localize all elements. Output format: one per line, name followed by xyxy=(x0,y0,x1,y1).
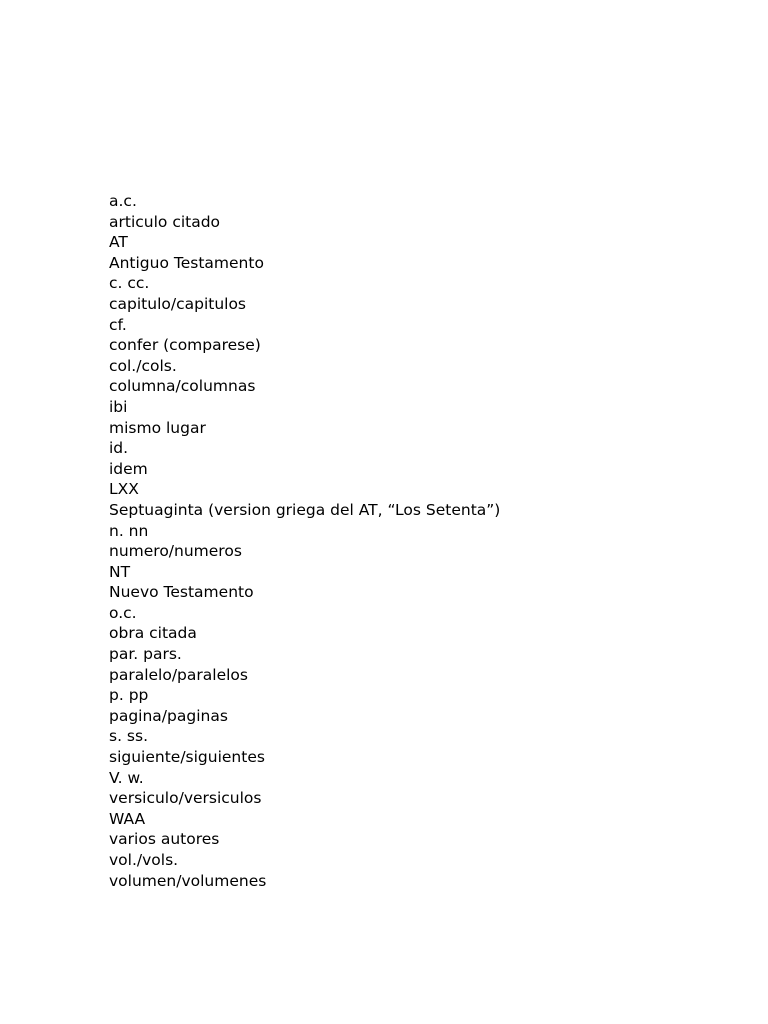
abbreviation-term: id. xyxy=(109,439,129,458)
abbreviation-meaning: paralelo/paralelos xyxy=(109,665,248,684)
abbreviation-meaning: versiculo/versiculos xyxy=(109,789,262,808)
abbreviation-meaning: Septuaginta (version griega del AT, “Los Setenta”) xyxy=(109,500,501,519)
abbreviation-term: s. ss. xyxy=(109,727,149,746)
abbreviation-list xyxy=(109,191,500,891)
abbreviation-term: cf. xyxy=(109,315,127,334)
abbreviation-term: par. pars. xyxy=(109,645,182,664)
abbreviation-term: LXX xyxy=(109,480,139,499)
abbreviation-meaning: columna/columnas xyxy=(109,377,256,396)
abbreviation-meaning: Antiguo Testamento xyxy=(109,253,264,272)
abbreviation-term: o.c. xyxy=(109,603,137,622)
abbreviation-term: col./cols. xyxy=(109,356,177,375)
abbreviation-term: vol./vols. xyxy=(109,851,179,869)
abbreviation-term: a.c. xyxy=(109,192,137,210)
abbreviation-meaning: varios autores xyxy=(109,830,220,849)
abbreviation-meaning: idem xyxy=(109,459,148,478)
abbreviation-meaning: Nuevo Testamento xyxy=(109,583,254,602)
abbreviation-term: p. pp xyxy=(109,686,149,705)
abbreviation-meaning: mismo lugar xyxy=(109,418,206,437)
abbreviation-meaning: pagina/paginas xyxy=(109,706,228,725)
abbreviation-meaning: numero/numeros xyxy=(109,542,242,561)
abbreviation-term: AT xyxy=(109,233,128,252)
abbreviation-meaning: capitulo/capitulos xyxy=(109,294,247,313)
abbreviation-term: V. w. xyxy=(109,768,144,787)
abbreviation-term: c. cc. xyxy=(109,274,150,293)
abbreviation-meaning: siguiente/siguientes xyxy=(109,748,265,767)
abbreviation-term: n. nn xyxy=(109,521,149,540)
abbreviation-meaning: articulo citado xyxy=(109,212,221,231)
abbreviation-term: ibi xyxy=(109,397,128,416)
abbreviation-term: NT xyxy=(109,562,131,581)
abbreviation-meaning: confer (comparese) xyxy=(109,336,261,355)
abbreviation-meaning: obra citada xyxy=(109,624,197,643)
abbreviation-term: WAA xyxy=(109,809,146,828)
abbreviation-meaning: volumen/volumenes xyxy=(109,871,267,890)
